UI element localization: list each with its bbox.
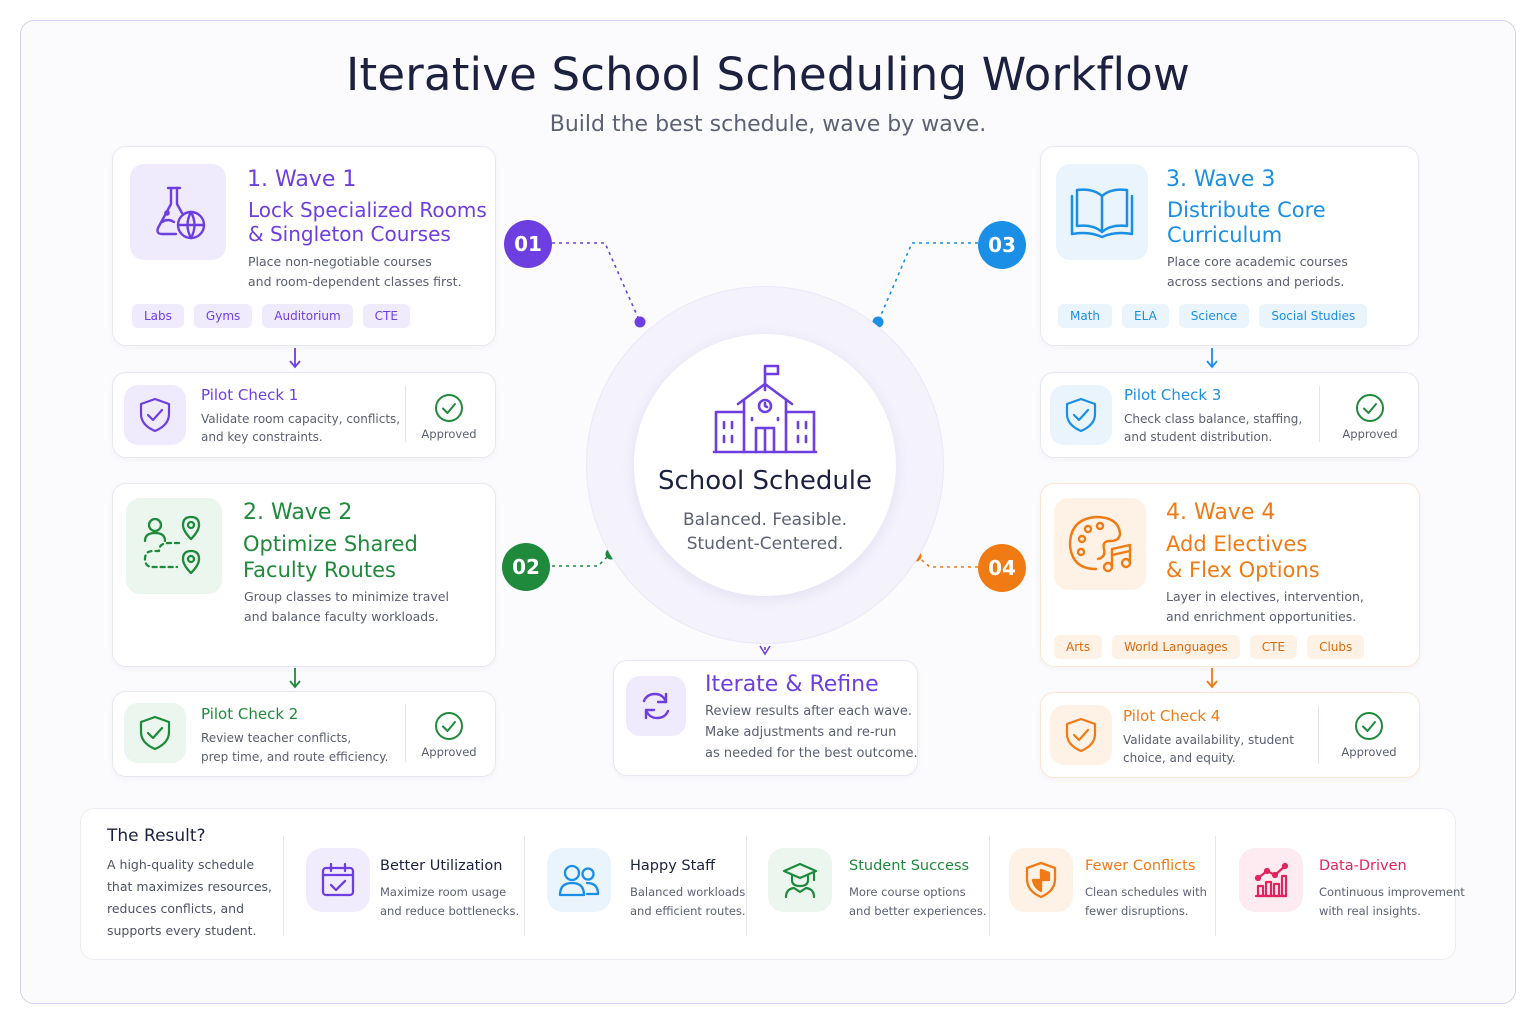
chip: Social Studies [1259, 304, 1367, 328]
refresh-icon [626, 676, 686, 736]
chip: CTE [363, 304, 410, 328]
pilot-check-3-desc-1: Check class balance, staffing, [1124, 412, 1303, 426]
wave-3-heading-1: Distribute Core [1167, 198, 1326, 222]
wave-1-chips [132, 304, 410, 328]
result-item-2-desc-1: Balanced workloads [630, 885, 746, 899]
pilot-check-2-desc-2: prep time, and route efficiency. [201, 750, 389, 764]
wave-1-heading-2: & Singleton Courses [248, 222, 451, 246]
wave-3-heading-2: Curriculum [1167, 223, 1283, 247]
wave-1-heading-1: Lock Specialized Rooms [248, 198, 487, 222]
result-item-4-title: Fewer Conflicts [1085, 858, 1196, 874]
chip: ELA [1122, 304, 1169, 328]
shield-icon [1050, 385, 1112, 445]
wave-3-desc-1: Place core academic courses [1167, 254, 1348, 269]
calendar-check-icon [306, 848, 370, 912]
step-number-04: 04 [978, 544, 1026, 592]
shield-icon [124, 385, 186, 445]
staff-group-icon [547, 848, 611, 912]
wave-4-desc-1: Layer in electives, intervention, [1166, 589, 1364, 604]
wave-2-title: 2. Wave 2 [243, 500, 353, 525]
wave-4-heading-1: Add Electives [1166, 532, 1308, 556]
chip: Labs [132, 304, 184, 328]
divider [283, 836, 284, 936]
hub-title: School Schedule [657, 466, 873, 496]
flask-ball-icon [130, 164, 226, 260]
result-item-5-title: Data-Driven [1319, 858, 1407, 874]
result-item-1-title: Better Utilization [380, 858, 503, 874]
divider [1318, 706, 1319, 764]
wave-3-chips [1058, 304, 1367, 328]
shield-icon [124, 703, 186, 763]
open-book-icon [1056, 164, 1148, 260]
step-number-02: 02 [502, 543, 550, 591]
divider [524, 836, 525, 936]
result-item-3-title: Student Success [849, 858, 970, 874]
palette-music-icon [1054, 498, 1146, 590]
chip: Auditorium [262, 304, 352, 328]
divider [1215, 836, 1216, 936]
bar-chart-icon [1239, 848, 1303, 912]
pilot-check-3-title: Pilot Check 3 [1124, 386, 1222, 404]
step-number-03: 03 [978, 221, 1026, 269]
pilot-check-4-desc-2: choice, and equity. [1123, 751, 1236, 765]
iterate-line-2: Make adjustments and re-run [705, 725, 897, 740]
chip: Arts [1054, 635, 1102, 659]
divider [1319, 386, 1320, 442]
approved-status-2: Approved [409, 711, 489, 759]
shield-icon [1009, 848, 1073, 912]
divider [746, 836, 747, 936]
chip: CTE [1250, 635, 1297, 659]
hub-line-1: Balanced. Feasible. [682, 510, 848, 530]
iterate-line-3: as needed for the best outcome. [705, 746, 918, 761]
result-item-2-desc-2: and efficient routes. [630, 904, 746, 918]
iterate-title: Iterate & Refine [705, 672, 879, 697]
chip: World Languages [1112, 635, 1240, 659]
divider [405, 386, 406, 442]
pilot-check-2-title: Pilot Check 2 [201, 705, 299, 723]
route-pin-icon [126, 498, 222, 594]
divider [405, 704, 406, 762]
divider [989, 836, 990, 936]
page-title: Iterative School Scheduling Workflow [346, 48, 1190, 101]
hub-line-2: Student-Centered. [686, 534, 844, 554]
chip: Gyms [194, 304, 252, 328]
result-item-1-desc-1: Maximize room usage [380, 885, 507, 899]
result-item-5-desc-1: Continuous improvement [1319, 885, 1465, 899]
chip: Science [1179, 304, 1250, 328]
result-item-4-desc-2: fewer disruptions. [1085, 904, 1189, 918]
result-item-4-desc-1: Clean schedules with [1085, 885, 1207, 899]
wave-4-title: 4. Wave 4 [1166, 500, 1276, 525]
check-circle-icon [1354, 711, 1384, 741]
wave-1-title: 1. Wave 1 [247, 167, 357, 192]
result-item-3-desc-2: and better experiences. [849, 904, 987, 918]
wave-4-chips [1054, 635, 1364, 659]
check-circle-icon [434, 393, 464, 423]
result-item-2-title: Happy Staff [630, 858, 716, 874]
graduate-icon [768, 848, 832, 912]
wave-1-desc-1: Place non-negotiable courses [248, 254, 432, 269]
pilot-check-3-desc-2: and student distribution. [1124, 430, 1273, 444]
result-desc: A high-quality schedule that maximizes resources, reduces conflicts, and supports every student. [107, 857, 273, 938]
pilot-check-1-title: Pilot Check 1 [201, 386, 299, 404]
pilot-check-1-desc-2: and key constraints. [201, 430, 323, 444]
approved-status-3: Approved [1330, 393, 1410, 441]
step-number-01: 01 [504, 220, 552, 268]
wave-2-desc-1: Group classes to minimize travel [244, 589, 449, 604]
check-circle-icon [434, 711, 464, 741]
wave-1-desc-2: and room-dependent classes first. [248, 274, 462, 289]
iterate-line-1: Review results after each wave. [705, 704, 912, 719]
chip: Clubs [1307, 635, 1364, 659]
wave-2-heading-1: Optimize Shared [243, 532, 418, 556]
wave-3-title: 3. Wave 3 [1166, 167, 1276, 192]
wave-2-heading-2: Faculty Routes [243, 558, 396, 582]
approved-status-1: Approved [409, 393, 489, 441]
result-title: The Result? [107, 826, 206, 846]
wave-3-desc-2: across sections and periods. [1167, 274, 1345, 289]
page-subtitle: Build the best schedule, wave by wave. [549, 112, 987, 137]
result-item-3-desc-1: More course options [849, 885, 966, 899]
shield-icon [1050, 705, 1112, 765]
result-item-5-desc-2: with real insights. [1319, 904, 1421, 918]
school-building-icon [712, 362, 818, 456]
check-circle-icon [1355, 393, 1385, 423]
approved-status-4: Approved [1329, 711, 1409, 759]
wave-2-desc-2: and balance faculty workloads. [244, 609, 439, 624]
result-item-1-desc-2: and reduce bottlenecks. [380, 904, 520, 918]
wave-4-heading-2: & Flex Options [1166, 558, 1320, 582]
wave-4-desc-2: and enrichment opportunities. [1166, 609, 1357, 624]
pilot-check-4-title: Pilot Check 4 [1123, 707, 1221, 725]
chip: Math [1058, 304, 1112, 328]
pilot-check-4-desc-1: Validate availability, student [1123, 733, 1294, 747]
pilot-check-1-desc-1: Validate room capacity, conflicts, [201, 412, 401, 426]
pilot-check-2-desc-1: Review teacher conflicts, [201, 731, 352, 745]
